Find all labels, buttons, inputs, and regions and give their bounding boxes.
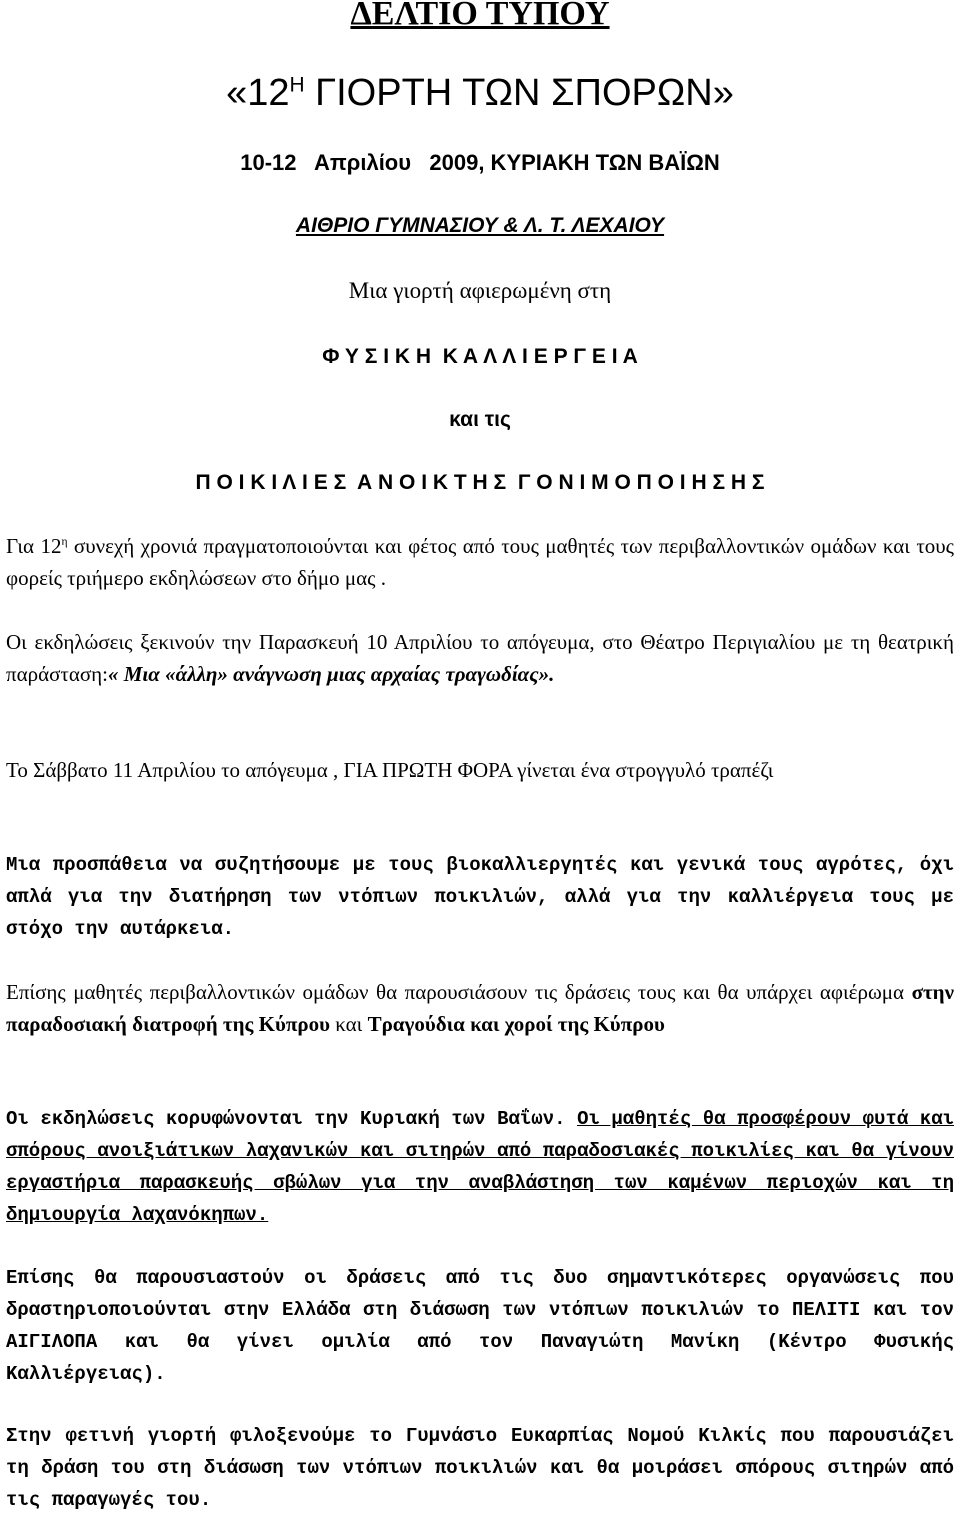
paragraph-saturday: Το Σάββατο 11 Απριλίου το απόγευμα , ΓΙΑ ΠΡΩΤΗ ΦΟΡΑ γίνεται ένα στρογγυλό τραπέζι: [6, 758, 774, 782]
event-title-number: «12: [226, 72, 290, 114]
document-title: ΔΕΛΤΙΟ ΤΥΠΟΥ: [350, 0, 610, 32]
paragraph-intro-start: Για 12: [6, 534, 62, 558]
paragraph-friday-play-title: « Μια «άλλη» ανάγνωση μιας αρχαίας τραγωδίας».: [108, 662, 555, 686]
dedication-line: Μια γιορτή αφιερωμένη στη: [348, 278, 612, 303]
paragraph-friday: [6, 626, 954, 690]
event-title-superscript: Η: [289, 73, 305, 97]
paragraph-organisations: Επίσης θα παρουσιαστούν οι δράσεις από τις δυο σημαντικότερες οργανώσεις που δραστηριοποιούνται στην Ελλάδα στη διάσωση των ντόπιων ποικιλιών το ΠΕΛΙΤΙ και τον ΑΙΓΙΛΟΠΑ και θα γίνει ομιλία από τον Παναγιώτη Μανίκη (Κέντρο Φυσικής Καλλιέργειας).: [6, 1267, 954, 1385]
paragraph-cyprus-text: Επίσης μαθητές περιβαλλοντικών ομάδων θα παρουσιάσουν τις δράσεις τους και θα υπάρχει αφιέρωμα: [6, 980, 912, 1004]
paragraph-intro-rest: συνεχή χρονιά πραγματοποιούνται και φέτος από τους μαθητές των περιβαλλοντικών ομάδων και τους φορείς τριήμερο εκδηλώσεων στο δήμο μας .: [6, 534, 955, 590]
event-dates: 10-12 Απριλίου 2009, ΚΥΡΙΑΚΗ ΤΩΝ ΒΑΪΩΝ: [240, 150, 720, 175]
paragraph-friday-text: Οι εκδηλώσεις ξεκινούν την Παρασκευή 10 Απριλίου το απόγευμα, στο Θέατρο Περιγιαλίου με τη θεατρική παράσταση:: [6, 630, 954, 686]
paragraph-intro-superscript: η: [61, 536, 68, 548]
paragraph-discussion: Μια προσπάθεια να συζητήσουμε με τους βιοκαλλιεργητές και γενικά τους αγρότες, όχι απλά για την διατήρηση των ντόπιων ποικιλιών, αλλά για την καλλιέργεια τους με στόχο την αυτάρκεια.: [6, 854, 954, 940]
paragraph-cyprus-and: και: [330, 1012, 368, 1036]
and-line: και τις: [449, 408, 511, 431]
paragraph-intro: [6, 530, 954, 594]
theme-varieties: Π Ο Ι Κ Ι Λ Ι Ε Σ Α Ν Ο Ι Κ Τ Η Σ Γ Ο Ν Ι Μ Ο Π Ο Ι Η Σ Η Σ: [195, 471, 765, 494]
event-title: [0, 70, 960, 116]
paragraph-cyprus-diet: στην παραδοσιακή διατροφή της Κύπρου: [6, 980, 954, 1036]
paragraph-sunday-underlined: Οι μαθητές θα προσφέρουν φυτά και σπόρους ανοιξιάτικων λαχανικών και σιτηρών από παραδοσιακές ποικιλίες και θα γίνουν εργαστήρια παρασκευής σβώλων για την αναβλάστηση των καμένων περιοχών και τη δημιουργία λαχανόκηπων.: [6, 1108, 955, 1226]
paragraph-sunday: [6, 1103, 954, 1231]
event-venue: ΑΙΘΡΙΟ ΓΥΜΝΑΣΙΟΥ & Λ. Τ. ΛΕΧΑΙΟΥ: [295, 214, 665, 237]
theme-natural-cultivation: Φ Υ Σ Ι Κ Η Κ Α Λ Λ Ι Ε Ρ Γ Ε Ι Α: [322, 345, 638, 368]
paragraph-cyprus-songs: Τραγούδια και χοροί της Κύπρου: [367, 1012, 665, 1036]
paragraph-guest-school: Στην φετινή γιορτή φιλοξενούμε το Γυμνάσιο Ευκαρπίας Νομού Κιλκίς που παρουσιάζει τη δράση του στη διάσωση των ντόπιων ποικιλιών και θα μοιράσει σπόρους σιτηρών από τις παραγωγές του.: [6, 1425, 954, 1511]
event-title-text: ΓΙΟΡΤΗ ΤΩΝ ΣΠΟΡΩΝ»: [304, 72, 734, 114]
paragraph-cyprus: [6, 976, 954, 1040]
paragraph-sunday-text: Οι εκδηλώσεις κορυφώνονται την Κυριακή των Βαΐων.: [6, 1108, 578, 1130]
